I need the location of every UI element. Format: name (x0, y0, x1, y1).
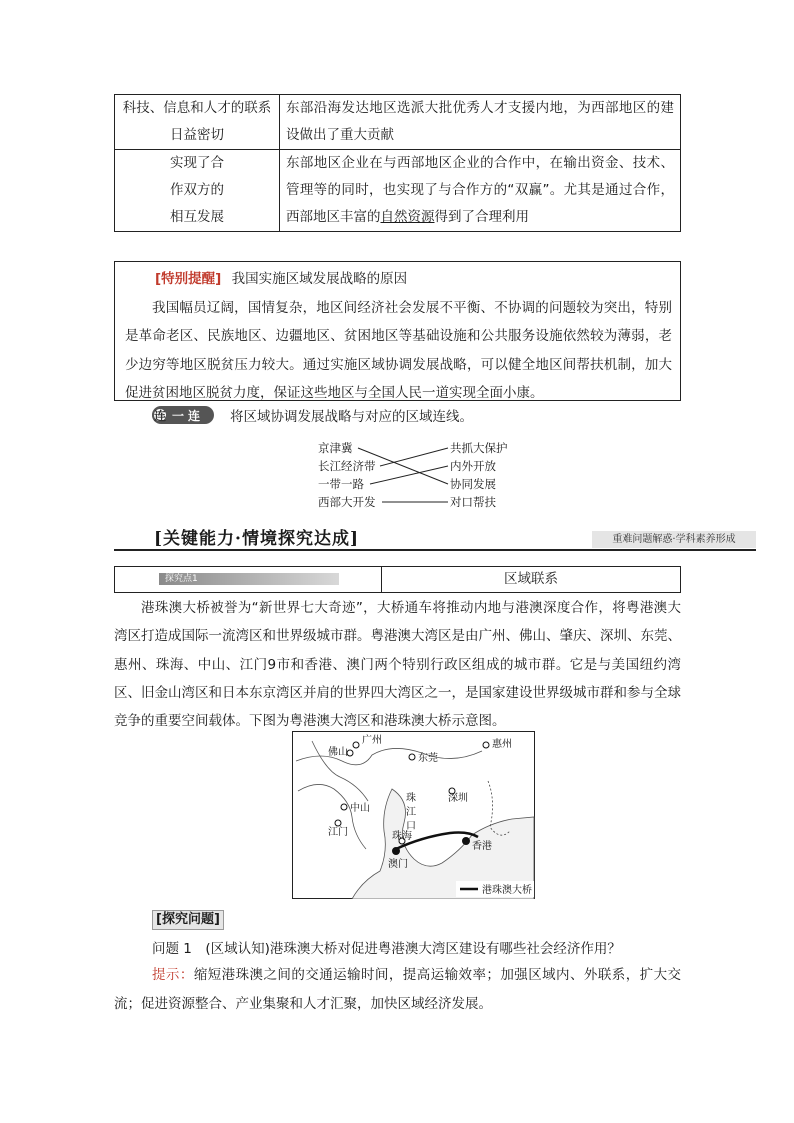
match-right-item: 对口帮扶 (450, 495, 496, 509)
explore-questions-header: [探究问题] (152, 910, 224, 930)
table-cell-content (280, 150, 681, 232)
hint-block (114, 961, 681, 1018)
cell-text: 东部地区企业在与西部地区企业的合作中，在输出资金、技术、管理等的同时，也实现了与合作方的“双赢”。尤其是通过合作，西部地区丰富的 (286, 155, 674, 225)
city-marker (393, 848, 400, 855)
table-row (115, 95, 681, 150)
connect-badge (152, 406, 214, 424)
cell-text: 相互发展 (170, 209, 224, 225)
comparison-table (114, 94, 681, 232)
match-left-item: 西部大开发 (318, 495, 376, 509)
match-right-item: 内外开放 (450, 459, 496, 473)
explore-topic: 区域联系 (504, 571, 558, 587)
map-label: 江门 (328, 827, 348, 838)
map-label: 佛山 (328, 747, 348, 758)
table-cell-content (280, 95, 681, 150)
city-marker (335, 820, 341, 826)
reminder-title: 我国实施区域发展战略的原因 (231, 271, 408, 287)
reminder-tag: [特别提醒] (155, 271, 222, 287)
explore-point-cell (115, 567, 382, 592)
cell-text: 东部沿海发达地区选派大批优秀人才支援内地，为西部地区的建设做出了重大贡献 (286, 100, 674, 143)
reminder-header (125, 265, 672, 294)
map-label: 中山 (350, 803, 370, 814)
intro-paragraph: 港珠澳大桥被誉为“新世界七大奇迹”，大桥通车将推动内地与港澳深度合作，将粤港澳大湾区打造成国际一流湾区和世界级城市群。粤港澳大湾区是由广州、佛山、肇庆、深圳、东莞、惠州、珠海、中山、江门9市和香港、澳门两个特别行政区组成的城市群。它是与美国纽约湾区、旧金山湾区和日本东京湾区并肩的世界四大湾区之一，是国家建设世界级城市群和参与全球竞争的重要空间载体。下图为粤港澳大湾区和港珠澳大桥示意图。 (114, 600, 681, 730)
explore-point-table (114, 566, 681, 593)
special-reminder-box (114, 261, 681, 401)
connect-exercise-header (152, 404, 473, 426)
hint-label: 提示： (152, 967, 194, 983)
match-left-item: 一带一路 (318, 477, 364, 491)
city-marker (409, 754, 415, 760)
cell-text: 作双方的 (170, 182, 224, 198)
map-label: 珠海 (392, 831, 412, 842)
section-divider (114, 549, 756, 551)
matching-diagram (318, 438, 518, 512)
section-title: [关键能力·情境探究达成] (154, 529, 360, 549)
city-marker (341, 804, 347, 810)
section-tag: 重难问题解惑·学科素养形成 (592, 531, 756, 548)
underlined-term: 自然资源 (380, 209, 435, 225)
match-left-item: 长江经济带 (318, 459, 376, 473)
city-marker (353, 742, 359, 748)
cell-text: 得到了合理利用 (434, 209, 529, 225)
hint-text: 缩短港珠澳之间的交通运输时间，提高运输效率；加强区域内、外联系，扩大交流；促进资源整合、产业集聚和人才汇聚，加快区域经济发展。 (114, 967, 682, 1012)
match-right-item: 共抓大保护 (450, 441, 508, 455)
map-label: 珠 (406, 793, 416, 804)
map-label: 深圳 (448, 793, 468, 804)
map-label: 澳门 (388, 859, 408, 870)
cell-text: 实现了合 (170, 155, 224, 171)
cell-text: 日益密切 (170, 127, 224, 143)
question-1: 问题 1 (区域认知)港珠澳大桥对促进粤港澳大湾区建设有哪些社会经济作用？ (152, 941, 621, 957)
cell-text: 科技、信息和人才的联系 (122, 100, 272, 116)
map-label: 惠州 (492, 739, 512, 750)
match-line (380, 448, 448, 466)
table-row (115, 150, 681, 232)
match-left-item: 京津冀 (318, 441, 353, 455)
map-label: 口 (406, 821, 416, 832)
legend-label: 港珠澳大桥 (482, 885, 532, 896)
match-right-item: 协同发展 (450, 477, 496, 491)
table-cell-label (115, 150, 280, 232)
map-label: 广州 (362, 735, 382, 746)
city-marker (483, 742, 489, 748)
connect-badge-text: 一连 (172, 408, 205, 423)
explore-point-label: 探究点1 (159, 573, 339, 585)
city-marker (463, 838, 470, 845)
match-line (358, 448, 448, 484)
reminder-body: 我国幅员辽阔，国情复杂，地区间经济社会发展不平衡、不协调的问题较为突出，特别是革命老区、民族地区、边疆地区、贫困地区等基础设施和公共服务设施依然较为薄弱，老少边穷等地区脱贫压力较大。通过实施区域协调发展战略，可以健全地区间帮扶机制，加大促进贫困地区脱贫力度，保证这些地区与全国人民一道实现全面小康。 (125, 299, 672, 401)
map-label: 东莞 (418, 753, 438, 764)
map-label: 香港 (472, 841, 492, 852)
match-lines (318, 438, 518, 512)
bay-area-map (292, 731, 535, 899)
connect-badge-char: 连 (154, 408, 167, 423)
connect-instruction: 将区域协调发展战略与对应的区域连线。 (230, 409, 474, 425)
table-cell-label (115, 95, 280, 150)
map-label: 江 (406, 807, 416, 818)
